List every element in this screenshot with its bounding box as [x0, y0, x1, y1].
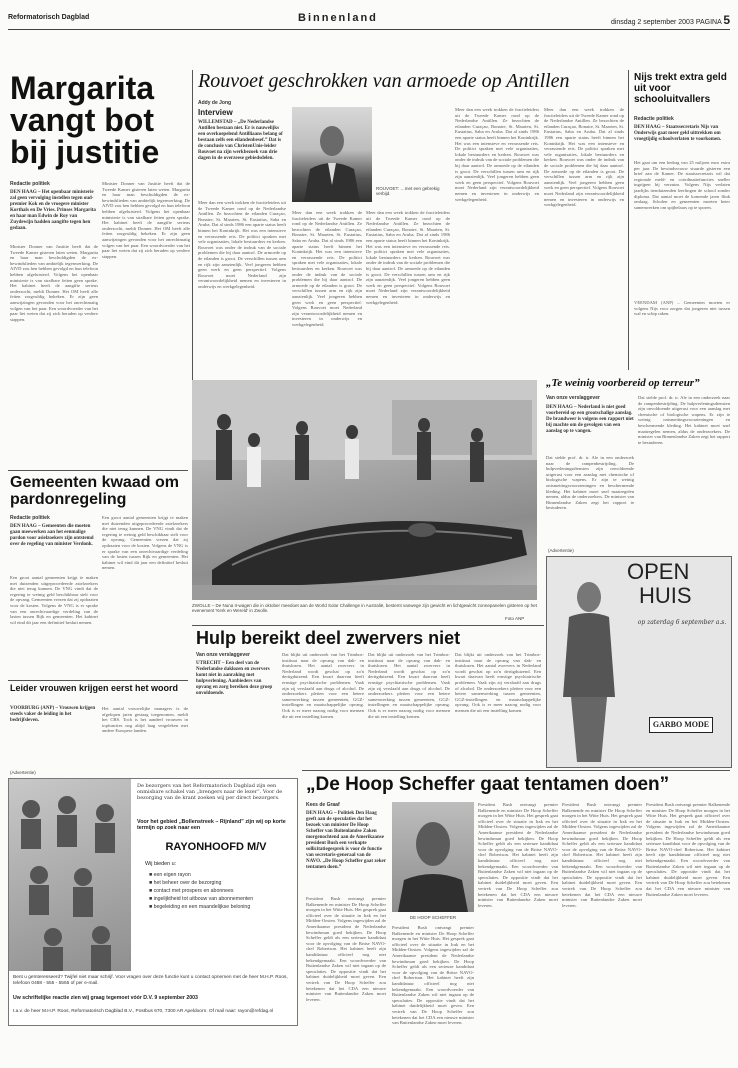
scheffer-headline: „De Hoop Scheffer gaat tentamen doen” [306, 774, 670, 795]
bullet-item: ■ contact met prospers en abonnees [149, 888, 234, 894]
person-silhouette-icon [392, 802, 474, 912]
antillen-body-col3: Meer dan een week trokken de fractieleiders uit de Tweede Kamer rond op de Nederlandse Antillen. Ze bezochten de eilanden Curaçao, Bonaire, St. Maarten, St. Eustatius, Saba en Aruba. Dat al sinds 1986 een aparte status heeft binnen het Koninkrijk. Het was een intensieve en verrassende reis. De politici spraken met vele organisaties, lokale bestuurders en kerken. Rouvoet was onder de indruk van de sociale problemen die hij daar aantrof. De armoede op de eilanden is groot. De verschillen tussen arm en rijk zijn aanzienlijk. Veel jongeren hebben geen werk en geen perspectief. Volgens Rouvoet moet Nederland zijn verantwoordelijkheid nemen en investeren in onderwijs en werkgelegenheid. [366, 210, 450, 305]
antillen-body-col4: Meer dan een week trokken de fractieleiders uit de Tweede Kamer rond op de Nederlandse Antillen. Ze bezochten de eilanden Curaçao, Bonaire, St. Maarten, St. Eustatius, Saba en Aruba. Dat al sinds 1986 een aparte status heeft binnen het Koninkrijk. Het was een intensieve en verrassende reis. De politici spraken met vele organisaties, lokale bestuurders en kerken. Rouvoet was onder de indruk van de sociale problemen die hij daar aantrof. De armoede op de eilanden is groot. De verschillen tussen arm en rijk zijn aanzienlijk. Veel jongeren hebben geen werk en geen perspectief. Volgens Rouvoet moet Nederland zijn verantwoordelijkheid nemen en investeren in onderwijs en werkgelegenheid. [455, 107, 539, 202]
rayon-title: RAYONHOOFD M/V [165, 841, 267, 853]
scheffer-body-col3: President Bush ontvangt premier Balkenende en minister De Hoop Scheffer morgen in het Witte Huis. Het gesprek gaat officieel over de situatie in Irak en het Midden-Oosten. Volgens ingewijden zal de Amerikaanse president de Nederlandse bewindsman goed bekijken. De Hoop Scheffer geldt als een serieuze kandidaat voor de opvolging van de Britse NAVO-chef Robertson. Het kabinet heeft zijn kandidatuur officieel nog niet bekendgemaakt. Een woordvoerder van Buitenlandse Zaken wil niet ingaan op de speculaties. De oppositie vindt dat het kabinet duidelijkheid moet geven. Een vertrek van De Hoop Scheffer zou betekenen dat het CDA een nieuwe minister van Buitenlandse Zaken moet leveren. [478, 802, 558, 908]
rayon-address: t.a.v. de heer M.H.P. Roos, Reformatorisch Dagblad B.V., Postbus 670, 7300 AR Apeldoorn. Of mail naar: rayon@refdag.nl [13, 1009, 274, 1014]
rouvoet-caption: ROUVOET: …met een gebrekig verbijd. [376, 186, 440, 197]
model-silhouette-icon [549, 557, 629, 767]
pardon-headline: Gemeenten kwaad om pardonregeling [10, 474, 179, 508]
zwervers-kicker: Van onze verslaggever [196, 652, 250, 658]
rayon-intro: De bezorgers van het Reformatorisch Dagblad zijn een onmisbare schakel van „brengers naar de lezer”. Voor de bezorging van de krant zoeken wij per direct bezorgers. [137, 783, 283, 801]
ad-text: op zaterdag 6 september a.s. [637, 619, 727, 626]
terreur-body-col2: Dat stelde prof. dr. ir. Ale in een onderzoek naar de rampenbestrijding. De hulpverleningsdiensten zijn onvoldoende uitgerust voor een aanslag met chemische of biologische wapens. Er zijn te weinig ontsmettingsvoorzieningen en beschermende kleding. Het kabinet moet snel maatregelen nemen, aldus de onderzoekers. De minister van Binnenlandse Zaken zegt het rapport te bestuderen. [638, 395, 730, 445]
scheffer-portrait [392, 802, 474, 912]
pardon-body-col1: Een groot aantal gemeenten krijgt te maken met duizenden uitgeprocedeerde asielzoekers die niet terug kunnen. De VNG vindt dat de regering te weinig geld beschikbaar stelt voor de opvang. Gemeenten vrezen dat zij opdraaien voor de kosten. Volgens de VNG is er sprake van een onrechtvaardige verdeling van de lasten tussen Rijk en gemeenten. Het kabinet wil eind dit jaar een definitief besluit nemen. [10, 575, 98, 625]
zwervers-body-col2: Dat blijkt uit onderzoek van het Trimbos-instituut naar de opvang van dak- en thuislozen. Het aantal zwervers in Nederland wordt geschat op zo'n dertigduizend. Een kwart daarvan heeft ernstige psychiatrische problemen. Vaak zijn zij verslaafd aan drugs of alcohol. De onderzoekers pleiten voor een betere samenwerking tussen gemeenten, GGZ-instellingen en maatschappelijke opvang. Ook is er meer nazorg nodig voor mensen die uit een instelling komen. [368, 652, 450, 719]
zwervers-headline: Hulp bereikt deel zwervers niet [196, 628, 461, 648]
margarita-headline: Margarita vangt bot bij justitie [10, 70, 160, 170]
pardon-body-col2: Een groot aantal gemeenten krijgt te maken met duizenden uitgeprocedeerde asielzoekers die niet terug kunnen. De VNG vindt dat de regering te weinig geld beschikbaar stelt voor de opvang. Gemeenten vrezen dat zij opdraaien voor de kosten. Volgens de VNG is er sprake van een onrechtvaardige verdeling van de lasten tussen Rijk en gemeenten. Het kabinet wil eind dit jaar een definitief besluit nemen. [102, 515, 188, 571]
ad-brand: GARBO MODE [649, 717, 713, 733]
margarita-body-col2: Minister Donner van Justitie heeft dat de Tweede Kamer gisteren laten weten. Margarita en haar man beschuldigden de ex-bewindslieden van ambtelijk tegenwerking. De AIVD zou hen hebben gevolgd en hun telefoon hebben afgeluisterd. Volgens het openbaar ministerie is van strafbare feiten geen sprake. Het kabinet heeft de aangifte serieus onderzocht, meldt Donner. Het OM heeft alle feiten zorgvuldig bekeken. Er zijn geen aanwijzingen gevonden voor het onrechtmatig volgen van het paar. Een woordvoerder van het paar liet weten dat zij zich beraden op verdere stappen. [102, 181, 190, 259]
scheffer-caption: DE HOOP SCHEFFER [409, 915, 457, 920]
rayon-bullets [149, 871, 295, 911]
antillen-lede: WILLEMSTAD – „De Nederlandse Antillen bestaan niet. Er is nauwelijks een overkoepelend Antilliaans belang of bestaan zelfs een eilandenbesef.” Dat is de conclusie van ChristenUnie-leider Rouvoet na zijn werkbezoek van drie dagen in de overzeese gebiedsdelen. [198, 120, 283, 161]
margarita-kicker: Redactie politiek [10, 181, 50, 187]
group-photo [9, 779, 131, 971]
section-divider [302, 770, 730, 771]
bullet-item: ■ het beheer over de bezorging [149, 880, 222, 886]
margarita-article [10, 72, 188, 168]
newspaper-name: Reformatorisch Dagblad [8, 14, 90, 21]
rayon-vacancy: Voor het gebied „Bollenstreek – Rijnland” zijn wij op korte termijn op zoek naar een [137, 819, 286, 832]
rayonhoofd-ad [8, 778, 298, 1026]
rouvoet-portrait [292, 107, 372, 202]
terreur-lede: DEN HAAG – Nederland is niet goed voorbereid op een grootschalige aanslag. De brandweer is volgens een rapport niet bij machte om de gevolgen van een aanslag op te vangen. [546, 405, 634, 434]
schooluitvallers-body: Het gaat om een bedrag van 25 miljoen euro extra per jaar. De bewindsvrouw stuurde gisteren een brief aan de Kamer. De staatssecretaris wil dat regionale meld- en coördinatiefuncties sneller ingrijpen bij verzuim. Volgens Nijs verlaten jaarlijks tienduizenden leerlingen de school zonder diploma. Dat aantal moet de komende jaren flink omlaag. Scholen en gemeenten moeten beter samenwerken om spijbelaars op te sporen. [634, 160, 730, 210]
scheffer-kicker: Kees de Graaf [306, 802, 340, 808]
scheffer-body-col1: President Bush ontvangt premier Balkenende en minister De Hoop Scheffer morgen in het Witte Huis. Het gesprek gaat officieel over de situatie in Irak en het Midden-Oosten. Volgens ingewijden zal de Amerikaanse president de Nederlandse bewindsman goed bekijken. De Hoop Scheffer geldt als een serieuze kandidaat voor de opvolging van de Britse NAVO-chef Robertson. Het kabinet heeft zijn kandidatuur officieel nog niet bekendgemaakt. Een woordvoerder van Buitenlandse Zaken wil niet ingaan op de speculaties. De oppositie vindt dat het kabinet duidelijkheid moet geven. Een vertrek van De Hoop Scheffer zou betekenen dat het CDA een nieuwe minister van Buitenlandse Zaken moet leveren. [306, 896, 386, 1002]
section-title: Binnenland [298, 12, 378, 24]
ad-huis: HUIS [639, 583, 692, 608]
pardon-lede: DEN HAAG – Gemeenten die moeten gaan meewerken aan het eenmalige pardon voor asielzoekers zijn ontstemd over de regeling van minister Verdonk. [10, 524, 94, 547]
margarita-body-col1: Minister Donner van Justitie heeft dat de Tweede Kamer gisteren laten weten. Margarita en haar man beschuldigden de ex-bewindslieden van ambtelijk tegenwerking. De AIVD zou hen hebben gevolgd en hun telefoon hebben afgeluisterd. Volgens het openbaar ministerie is van strafbare feiten geen sprake. Het kabinet heeft de aangifte serieus onderzocht, meldt Donner. Het OM heeft alle feiten zorgvuldig bekeken. Er zijn geen aanwijzingen gevonden voor het onrechtmatig volgen van het paar. Een woordvoerder van het paar liet weten dat zij zich beraden op verdere stappen. [10, 244, 98, 322]
date-line [611, 13, 730, 27]
zwervers-body-col1: Dat blijkt uit onderzoek van het Trimbos-instituut naar de opvang van dak- en thuislozen. Het aantal zwervers in Nederland wordt geschat op zo'n dertigduizend. Een kwart daarvan heeft ernstige psychiatrische problemen. Vaak zijn zij verslaafd aan drugs of alcohol. De onderzoekers pleiten voor een betere samenwerking tussen gemeenten, GGZ-instellingen en maatschappelijke opvang. Ook is er meer nazorg nodig voor mensen die uit een instelling komen. [282, 652, 364, 719]
rayon-ad-tag: (Advertentie) [10, 770, 36, 775]
person-silhouette-icon [292, 107, 372, 202]
margarita-lede: DEN HAAG – Het openbaar ministerie zal geen vervolging instellen tegen oud-premier Kok en de vroegere minister Korthals en De Vries. Prinses Margarita en haar man Edwin de Roy van Zuydewijn hadden aangifte tegen hen gedaan. [10, 190, 96, 231]
schooluitvallers-headline: Nijs trekt extra geld uit voor schooluitvallers [634, 72, 727, 105]
schooluitvallers-kicker: Redactie politiek [634, 116, 674, 122]
vrouw-body: Het aantal vrouwelijke managers is de afgelopen jaren gestaag toegenomen, meldt het CBS. Toch is het aandeel vrouwen in topfuncties nog altijd laag vergeleken met andere Europese landen. [102, 706, 188, 734]
people-group-icon [9, 779, 131, 971]
terreur-headline: „Te weinig voorbereid op terreur” [546, 377, 700, 389]
page-number: 5 [723, 13, 730, 27]
page-label: PAGINA [695, 19, 722, 26]
scheffer-body-col4: President Bush ontvangt premier Balkenende en minister De Hoop Scheffer morgen in het Witte Huis. Het gesprek gaat officieel over de situatie in Irak en het Midden-Oosten. Volgens ingewijden zal de Amerikaanse president de Nederlandse bewindsman goed bekijken. De Hoop Scheffer geldt als een serieuze kandidaat voor de opvolging van de Britse NAVO-chef Robertson. Het kabinet heeft zijn kandidatuur officieel nog niet bekendgemaakt. Een woordvoerder van Buitenlandse Zaken wil niet ingaan op de speculaties. De oppositie vindt dat het kabinet duidelijkheid moet geven. Een vertrek van De Hoop Scheffer zou betekenen dat het CDA een nieuwe minister van Buitenlandse Zaken moet leveren. [562, 802, 642, 908]
scheffer-body-col2: President Bush ontvangt premier Balkenende en minister De Hoop Scheffer morgen in het Witte Huis. Het gesprek gaat officieel over de situatie in Irak en het Midden-Oosten. Volgens ingewijden zal de Amerikaanse president de Nederlandse bewindsman goed bekijken. De Hoop Scheffer geldt als een serieuze kandidaat voor de opvolging van de Britse NAVO-chef Robertson. Het kabinet heeft zijn kandidatuur officieel nog niet bekendgemaakt. Een woordvoerder van Buitenlandse Zaken wil niet ingaan op de speculaties. De oppositie vindt dat het kabinet duidelijkheid moet geven. Een vertrek van De Hoop Scheffer zou betekenen dat het CDA een nieuwe minister van Buitenlandse Zaken moet leveren. [392, 925, 474, 1026]
antillen-label: Interview [198, 108, 233, 117]
solar-car-photo [192, 380, 537, 600]
scheffer-body-col5: President Bush ontvangt premier Balkenende en minister De Hoop Scheffer morgen in het Witte Huis. Het gesprek gaat officieel over de situatie in Irak en het Midden-Oosten. Volgens ingewijden zal de Amerikaanse president de Nederlandse bewindsman goed bekijken. De Hoop Scheffer geldt als een serieuze kandidaat voor de opvolging van de Britse NAVO-chef Robertson. Het kabinet heeft zijn kandidatuur officieel nog niet bekendgemaakt. Een woordvoerder van Buitenlandse Zaken wil niet ingaan op de speculaties. De oppositie vindt dat het kabinet duidelijkheid moet geven. Een vertrek van De Hoop Scheffer zou betekenen dat het CDA een nieuwe minister van Buitenlandse Zaken moet leveren. [646, 802, 730, 897]
solar-car-caption: ZWOLLE – De Nuna II-wagen die in oktober meedoet aan de World Solar Challenge in Australië, bestemt vanwege zijn gewicht en lichtgewicht zonnepanelen gisteren op het evenement 'Kerk en Wereld' in Zwolle. [192, 603, 537, 614]
schooluitvallers-lede: DEN HAAG – Staatssecretaris Nijs van Onderwijs gaat meer geld uittrekken om vroegtijdig schoolverlaten te voorkomen. [634, 125, 722, 142]
terreur-body-col1: Dat stelde prof. dr. ir. Ale in een onderzoek naar de rampenbestrijding. De hulpverleningsdiensten zijn onvoldoende uitgerust voor een aanslag met chemische of biologische wapens. Er zijn te weinig ontsmettingsvoorzieningen en beschermende kleding. Het kabinet moet snel maatregelen nemen, aldus de onderzoekers. De minister van Binnenlandse Zaken zegt het rapport te bestuderen. [546, 455, 634, 511]
rayon-callout: Bent u geïnteresseerd? Twijfel niet maar schrijf. Voor vragen over deze functie kunt u contact opnemen met de heer M.H.P. Roos, telefoon 0488 - 555 - 5555 of per e-mail. [13, 975, 288, 986]
antillen-body-col5: Meer dan een week trokken de fractieleiders uit de Tweede Kamer rond op de Nederlandse Antillen. Ze bezochten de eilanden Curaçao, Bonaire, St. Maarten, St. Eustatius, Saba en Aruba. Dat al sinds 1986 een aparte status heeft binnen het Koninkrijk. Het was een intensieve en verrassende reis. De politici spraken met vele organisaties, lokale bestuurders en kerken. Rouvoet was onder de indruk van de sociale problemen die hij daar aantrof. De armoede op de eilanden is groot. De verschillen tussen arm en rijk zijn aanzienlijk. Veel jongeren hebben geen werk en geen perspectief. Volgens Rouvoet moet Nederland zijn verantwoordelijkheid nemen en investeren in onderwijs en werkgelegenheid. [544, 107, 624, 208]
vrouw-headline: Leider vrouwen krijgen eerst het woord [10, 683, 179, 693]
terreur-kicker: Van onze verslaggever [546, 395, 600, 401]
ad-tag: (Advertentie) [548, 548, 574, 553]
zwervers-lede: UTRECHT – Een deel van de Nederlandse daklozen en zwervers komt niet in aanraking met hulpverlening. Aanbieders van opvang en zorg bereiken deze groep onvoldoende. [196, 661, 273, 696]
date: dinsdag 2 september 2003 [610, 19, 694, 26]
scheffer-lede: DEN HAAG – Politiek Den Haag geeft aan de speculaties dat het bezoek van minister De Hoop Scheffer van Buitenlandse Zaken morgenochtend aan de Amerikaanse president Bush een verkapte sollicitatiegesprek is voor de functie van secretaris-generaal van de NAVO. „De Hoop Scheffer gaat zeker tentamen doen.” [306, 811, 386, 870]
antillen-headline: Rouvoet geschrokken van armoede op Antillen [198, 70, 570, 92]
schooluitvallers-note: VEENDAM (ANP) – Gemeenten moeten er volgens Nijs voor zorgen dat jongeren niet tussen wal en schip raken. [634, 300, 730, 317]
antillen-body-col1: Meer dan een week trokken de fractieleiders uit de Tweede Kamer rond op de Nederlandse Antillen. Ze bezochten de eilanden Curaçao, Bonaire, St. Maarten, St. Eustatius, Saba en Aruba. Dat al sinds 1986 een aparte status heeft binnen het Koninkrijk. Het was een intensieve en verrassende reis. De politici spraken met vele organisaties, lokale bestuurders en kerken. Rouvoet was onder de indruk van de sociale problemen die hij daar aantrof. De armoede op de eilanden is groot. De verschillen tussen arm en rijk zijn aanzienlijk. Veel jongeren hebben geen werk en geen perspectief. Volgens Rouvoet moet Nederland zijn verantwoordelijkheid nemen en investeren in onderwijs en werkgelegenheid. [198, 200, 286, 289]
bullet-item: ■ begeleiding en een maandelijkse beloning [149, 904, 251, 910]
antillen-body-col2: Meer dan een week trokken de fractieleiders uit de Tweede Kamer rond op de Nederlandse Antillen. Ze bezochten de eilanden Curaçao, Bonaire, St. Maarten, St. Eustatius, Saba en Aruba. Dat al sinds 1986 een aparte status heeft binnen het Koninkrijk. Het was een intensieve en verrassende reis. De politici spraken met vele organisaties, lokale bestuurders en kerken. Rouvoet was onder de indruk van de sociale problemen die hij daar aantrof. De armoede op de eilanden is groot. De verschillen tussen arm en rijk zijn aanzienlijk. Veel jongeren hebben geen werk en geen perspectief. Volgens Rouvoet moet Nederland zijn verantwoordelijkheid nemen en investeren in onderwijs en werkgelegenheid. [292, 210, 362, 327]
bullet-item: ■ een eigen rayon [149, 872, 191, 878]
vrouw-lede: VOORBURG (ANP) – Vrouwen krijgen steeds vaker de leiding in het bedrijfsleven. [10, 706, 96, 723]
ad-open: OPEN [627, 559, 690, 584]
solar-car-icon [192, 380, 537, 600]
rayon-offer-intro: Wij bieden u: [145, 861, 177, 867]
zwervers-body-col3: Dat blijkt uit onderzoek van het Trimbos-instituut naar de opvang van dak- en thuislozen. Het aantal zwervers in Nederland wordt geschat op zo'n dertigduizend. Een kwart daarvan heeft ernstige psychiatrische problemen. Vaak zijn zij verslaafd aan drugs of alcohol. De onderzoekers pleiten voor een betere samenwerking tussen gemeenten, GGZ-instellingen en maatschappelijke opvang. Ook is er meer nazorg nodig voor mensen die uit een instelling komen. [455, 652, 541, 713]
section-divider [8, 680, 188, 681]
pardon-kicker: Redactie politiek [10, 515, 50, 521]
page-header [8, 12, 730, 30]
photo-credit: Foto ANP [505, 616, 525, 621]
bullet-item: ■ ingelijktheid tot uitbouw van abonnementen [149, 896, 254, 902]
antillen-author: Addy de Jong [198, 100, 232, 106]
section-divider [192, 625, 544, 626]
column-divider [628, 70, 629, 370]
open-huis-ad [546, 556, 732, 768]
rayon-deadline: Uw schriftelijke reactie zien wij graag tegemoet vóór D.V. 9 september 2003 [13, 995, 198, 1001]
section-divider [8, 470, 188, 471]
